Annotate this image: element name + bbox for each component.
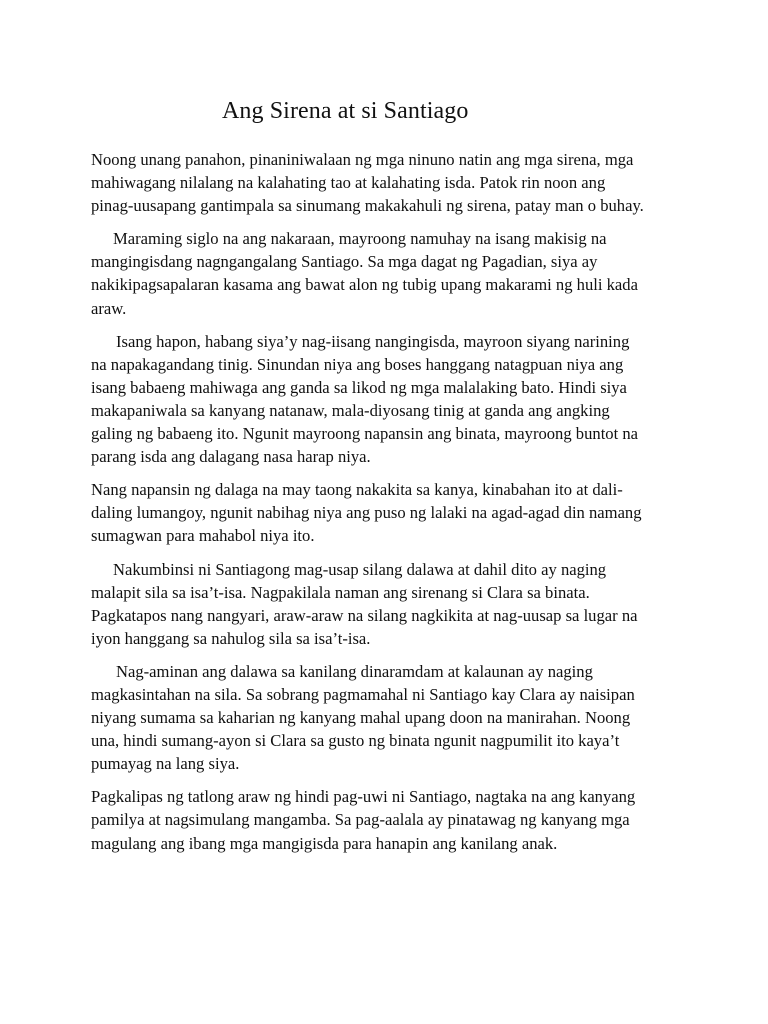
text-line: magulang ang ibang mga mangigisda para hanapin ang kanilang anak. bbox=[91, 833, 558, 853]
paragraph-6 bbox=[91, 660, 695, 775]
text-line: galing ng babaeng ito. Ngunit mayroong napansin ang binata, mayroong buntot na bbox=[91, 424, 639, 444]
text-line: Pagkalipas ng tatlong araw ng hindi pag-uwi ni Santiago, nagtaka na ang kanyang bbox=[91, 787, 636, 807]
paragraph-2 bbox=[91, 227, 695, 319]
text-line: Noong unang panahon, pinaniniwalaan ng mga ninuno natin ang mga sirena, mga bbox=[91, 150, 634, 169]
text-line: una, hindi sumang-ayon si Clara sa gusto ng binata ngunit nagpumilit ito kaya’t bbox=[91, 731, 620, 751]
text-line: isang babaeng mahiwaga ang ganda sa likod ng mga malalaking bato. Hindi siya bbox=[91, 377, 627, 397]
text-line: Isang hapon, habang siya’y nag-iisang nangingisda, mayroon siyang narining bbox=[116, 331, 630, 351]
text-line: araw. bbox=[91, 298, 127, 318]
text-line: mangingisdang nagngangalang Santiago. Sa mga dagat ng Pagadian, siya ay bbox=[91, 252, 598, 272]
text-line: sumagwan para mahabol niya ito. bbox=[91, 526, 315, 546]
text-line: mahiwagang nilalang na kalahating tao at kalahating isda. Patok rin noon ang bbox=[91, 173, 606, 193]
paragraph-5 bbox=[91, 558, 695, 650]
text-line: Nakumbinsi ni Santiagong mag-usap silang dalawa at dahil dito ay naging bbox=[113, 559, 607, 579]
text-line: na napakagandang tinig. Sinundan niya ang boses hanggang natagpuan niya ang bbox=[91, 354, 624, 374]
text-line: malapit sila sa isa’t-isa. Nagpakilala naman ang sirenang si Clara sa binata. bbox=[91, 582, 590, 602]
text-line: parang isda ang dalagang nasa harap niya. bbox=[91, 447, 371, 467]
text-line: Pagkatapos nang nangyari, araw-araw na silang nagkikita at nag-uusap sa lugar na bbox=[91, 605, 638, 625]
text-line: pumayag na lang siya. bbox=[91, 754, 240, 774]
text-line: Nag-aminan ang dalawa sa kanilang dinaramdam at kalaunan ay naging bbox=[116, 661, 593, 681]
paragraph-1 bbox=[91, 148, 695, 217]
text-line: makapaniwala sa kanyang natanaw, mala-diyosang tinig at ganda ang angking bbox=[91, 400, 610, 420]
paragraph-3 bbox=[91, 330, 695, 469]
text-line: niyang sumama sa kaharian ng kanyang mahal upang doon na manirahan. Noong bbox=[91, 708, 631, 728]
paragraph-7 bbox=[91, 785, 695, 854]
text-line: magkasintahan na sila. Sa sobrang pagmamahal ni Santiago kay Clara ay naisipan bbox=[91, 684, 635, 704]
text-line: iyon hanggang sa nahulog sila sa isa’t-isa. bbox=[91, 628, 371, 648]
text-line: daling lumangoy, ngunit nabihag niya ang puso ng lalaki na agad-agad din namang bbox=[91, 503, 642, 523]
document-title: Ang Sirena at si Santiago bbox=[222, 98, 469, 124]
text-line: Maraming siglo na ang nakaraan, mayroong namuhay na isang makisig na bbox=[113, 229, 607, 249]
text-line: Nang napansin ng dalaga na may taong nakakita sa kanya, kinabahan ito at dali- bbox=[91, 480, 623, 500]
text-line: pinag-uusapang gantimpala sa sinumang makakahuli ng sirena, patay man o buhay. bbox=[91, 196, 644, 216]
paragraph-4 bbox=[91, 478, 695, 547]
text-line: nakikipagsapalaran kasama ang bawat alon ng tubig upang makarami ng huli kada bbox=[91, 275, 638, 295]
text-line: pamilya at nagsimulang mangamba. Sa pag-aalala ay pinatawag ng kanyang mga bbox=[91, 810, 630, 830]
document-body bbox=[91, 148, 695, 865]
